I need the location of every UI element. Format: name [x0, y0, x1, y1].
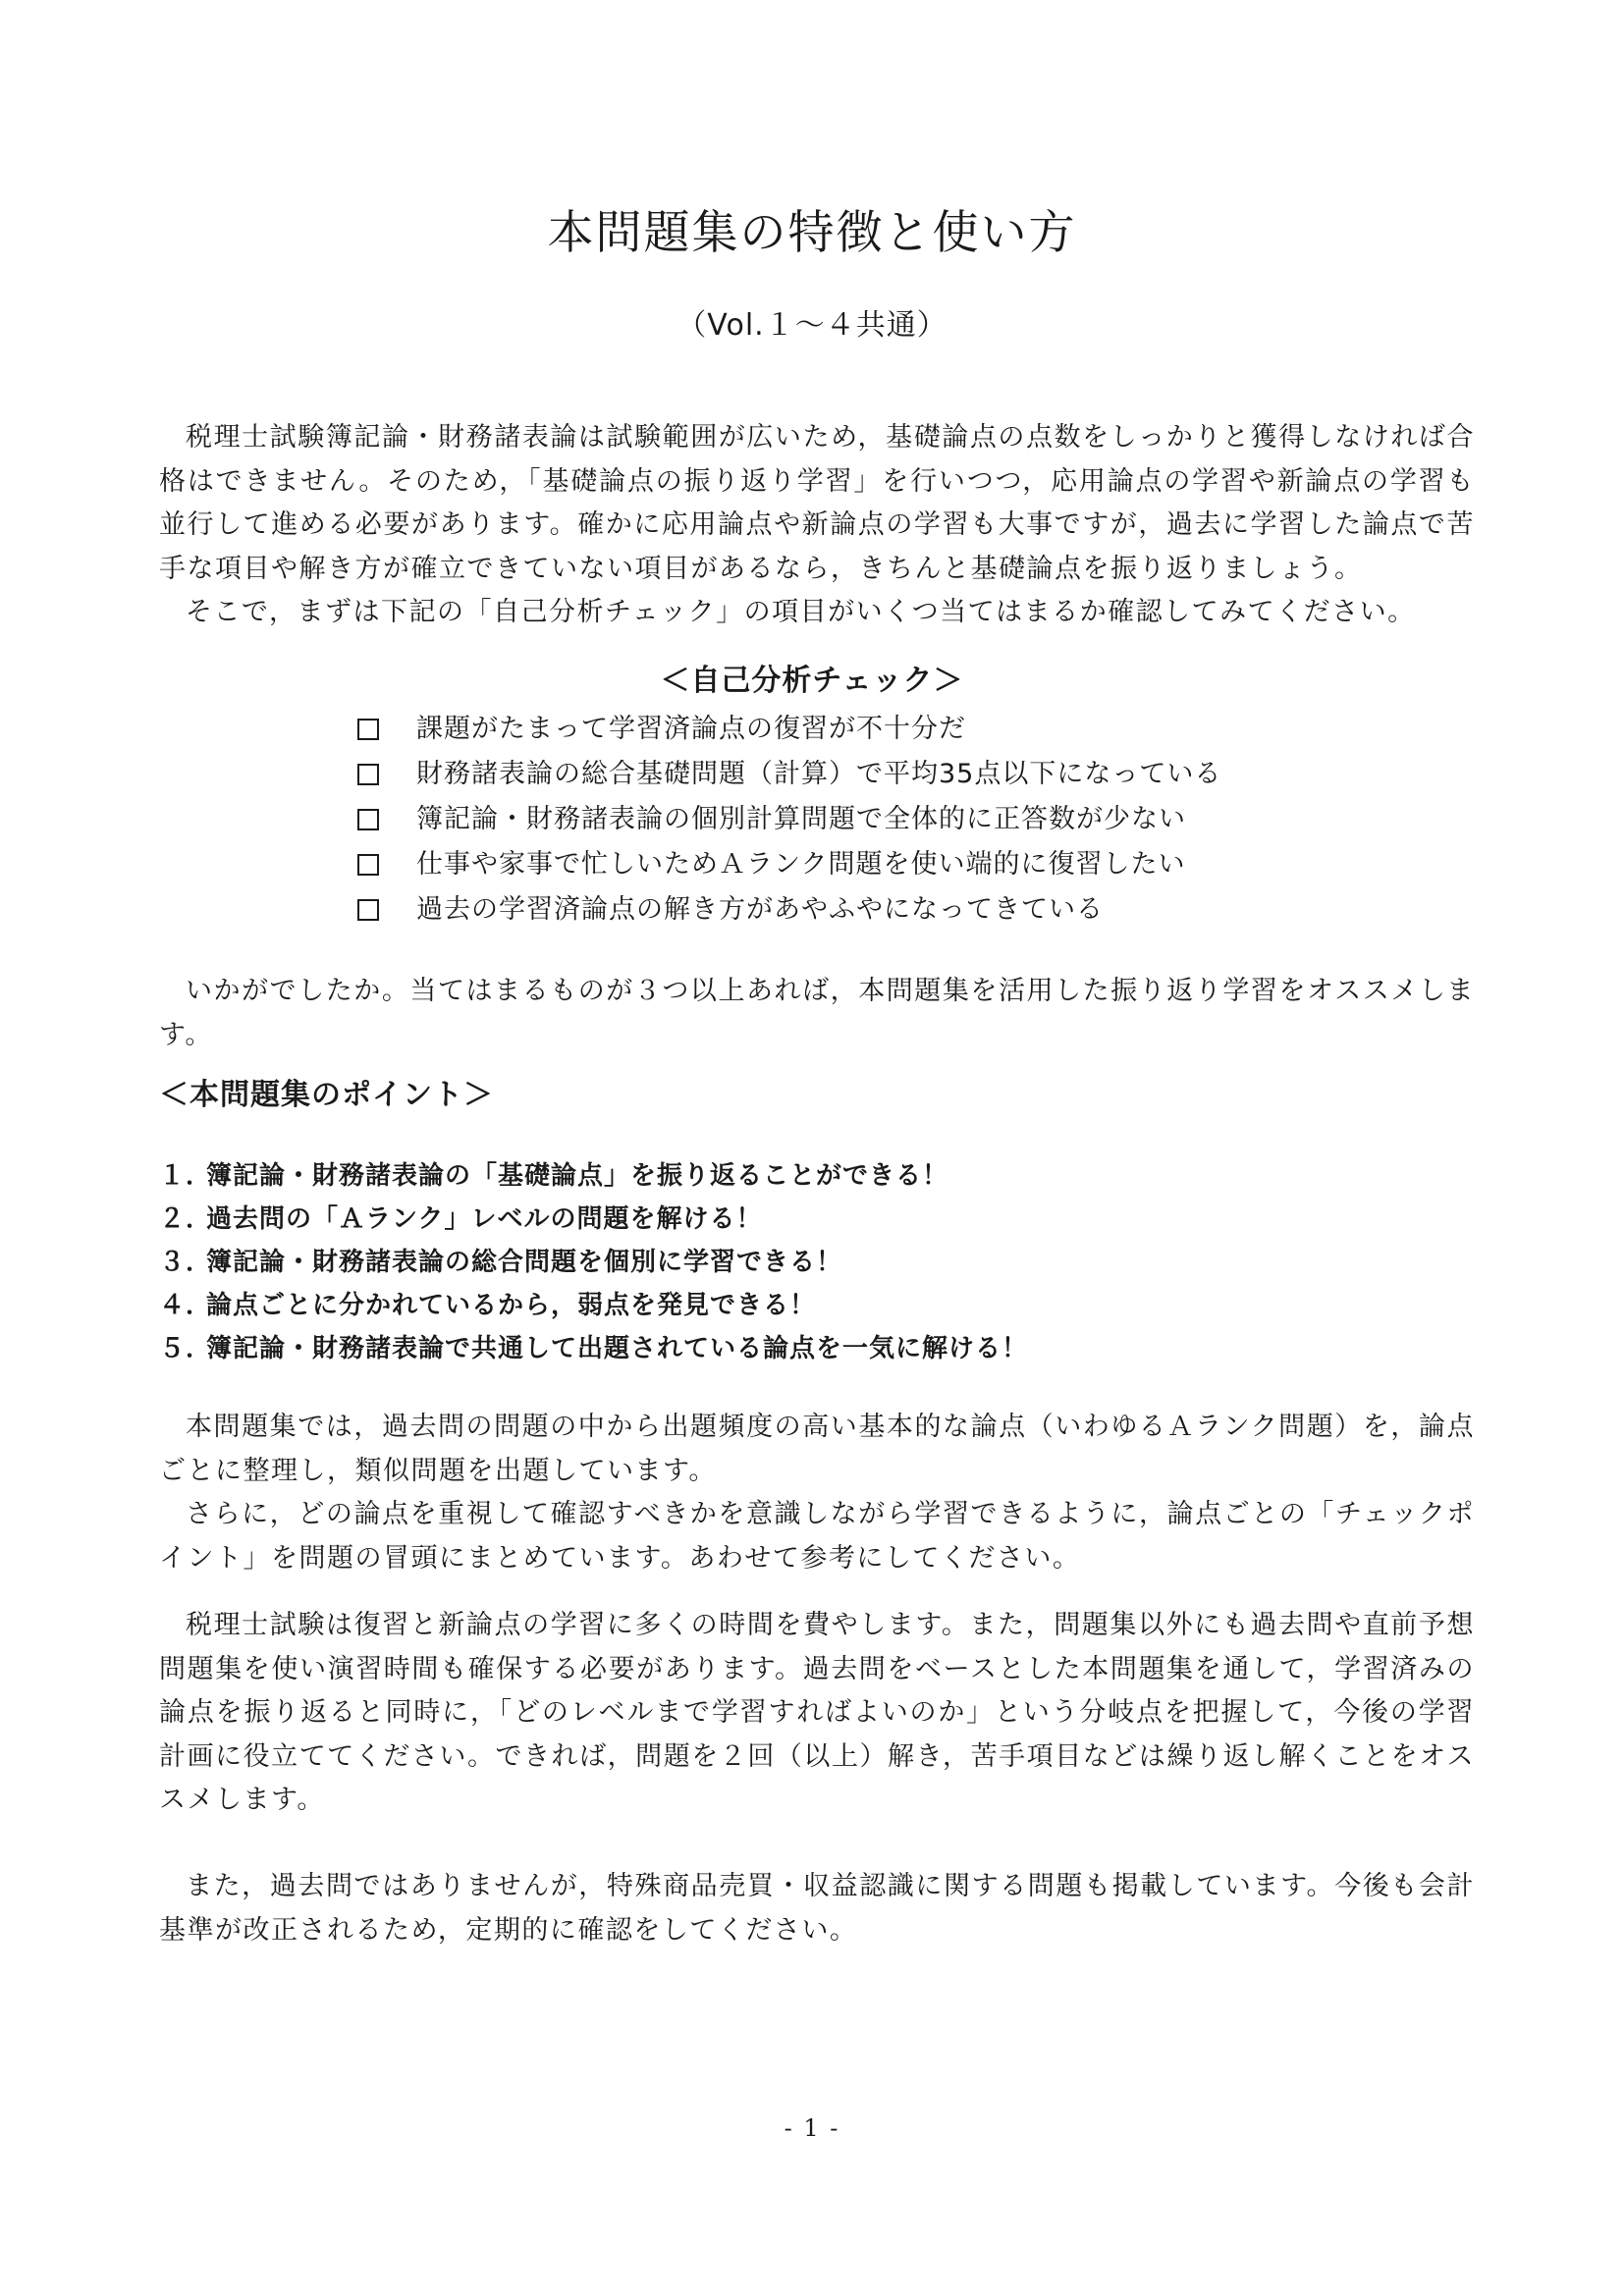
- point-number: ３．: [159, 1248, 213, 1277]
- self-check-item-label: 簿記論・財務諸表論の個別計算問題で全体的に正答数が少ない: [416, 804, 1186, 834]
- checkbox-icon: [357, 899, 379, 921]
- checkbox-icon: [357, 764, 379, 785]
- after-check-section: [159, 970, 1475, 1057]
- page-number: - 1 -: [784, 2114, 840, 2142]
- checkbox-icon: [357, 719, 379, 740]
- self-check-heading: ＜自己分析チェック＞: [660, 664, 964, 698]
- point-text: 論点ごとに分かれているから，弱点を発見できる！: [206, 1291, 817, 1320]
- page-title: 本問題集の特徴と使い方: [547, 206, 1077, 260]
- point-text: 過去問の「Ａランク」レベルの問題を解ける！: [206, 1204, 763, 1234]
- description-section-1: [159, 1406, 1475, 1580]
- description-paragraph: さらに，どの論点を重視して確認すべきかを意識しながら学習できるように，論点ごとの「チェックポイント」を問題の冒頭にまとめています。あわせて参考にしてください。: [159, 1499, 1475, 1574]
- points-heading: ＜本問題集のポイント＞: [159, 1078, 494, 1112]
- intro-paragraph: 税理士試験簿記論・財務諸表論は試験範囲が広いため，基礎論点の点数をしっかりと獲得しなければ合格はできません。そのため，「基礎論点の振り返り学習」を行いつつ，応用論点の学習や新論点の学習も並行して進める必要があります。確かに応用論点や新論点の学習も大事ですが，過去に学習した論点で苦手な項目や解き方が確立できていない項目があるなら，きちんと基礎論点を振り返りましょう。: [159, 422, 1475, 584]
- point-item: [159, 1154, 1028, 1198]
- self-check-item: [357, 842, 1221, 887]
- points-list: [159, 1154, 1028, 1370]
- point-item: [159, 1327, 1028, 1370]
- point-item: [159, 1241, 1028, 1284]
- point-number: ２．: [159, 1204, 213, 1234]
- checkbox-icon: [357, 854, 379, 876]
- self-check-item: [357, 797, 1221, 842]
- point-number: ４．: [159, 1291, 213, 1320]
- self-check-list: [357, 707, 1221, 933]
- page-subtitle: （Vol.１～４共通）: [677, 308, 947, 343]
- point-text: 簿記論・財務諸表論の「基礎論点」を振り返ることができる！: [206, 1161, 949, 1191]
- self-check-item-label: 財務諸表論の総合基礎問題（計算）で平均35点以下になっている: [416, 759, 1222, 789]
- point-number: ５．: [159, 1334, 213, 1363]
- self-check-item: [357, 707, 1221, 752]
- description-paragraph: 本問題集では，過去問の問題の中から出題頻度の高い基本的な論点（いわゆるＡランク問題）を，論点ごとに整理し，類似問題を出題しています。: [159, 1412, 1475, 1486]
- checkbox-icon: [357, 809, 379, 830]
- intro-section: [159, 416, 1475, 635]
- description-paragraph: 税理士試験は復習と新論点の学習に多くの時間を費やします。また，問題集以外にも過去問や直前予想問題集を使い演習時間も確保する必要があります。過去問をベースとした本問題集を通して，学習済みの論点を振り返ると同時に，「どのレベルまで学習すればよいのか」という分岐点を把握して，今後の学習計画に役立ててください。できれば，問題を２回（以上）解き，苦手項目などは繰り返し解くことをオススメします。: [159, 1610, 1475, 1815]
- point-item: [159, 1198, 1028, 1241]
- self-check-item-label: 仕事や家事で忙しいためＡランク問題を使い端的に復習したい: [416, 849, 1186, 880]
- point-text: 簿記論・財務諸表論で共通して出題されている論点を一気に解ける！: [206, 1334, 1029, 1363]
- intro-paragraph: そこで，まずは下記の「自己分析チェック」の項目がいくつ当てはまるか確認してみてください。: [186, 597, 1416, 627]
- point-text: 簿記論・財務諸表論の総合問題を個別に学習できる！: [206, 1248, 843, 1277]
- description-section-2: [159, 1604, 1475, 1823]
- after-check-paragraph: いかがでしたか。当てはまるものが３つ以上あれば，本問題集を活用した振り返り学習をオススメします。: [159, 976, 1475, 1050]
- point-item: [159, 1284, 1028, 1327]
- self-check-item: [357, 752, 1221, 797]
- point-number: １．: [159, 1161, 213, 1191]
- description-paragraph: また，過去問ではありませんが，特殊商品売買・収益認識に関する問題も掲載しています。今後も会計基準が改正されるため，定期的に確認をしてください。: [159, 1871, 1475, 1946]
- description-section-3: [159, 1865, 1475, 1952]
- self-check-item: [357, 887, 1221, 933]
- self-check-item-label: 過去の学習済論点の解き方があやふやになってきている: [416, 894, 1104, 925]
- self-check-item-label: 課題がたまって学習済論点の復習が不十分だ: [416, 714, 966, 744]
